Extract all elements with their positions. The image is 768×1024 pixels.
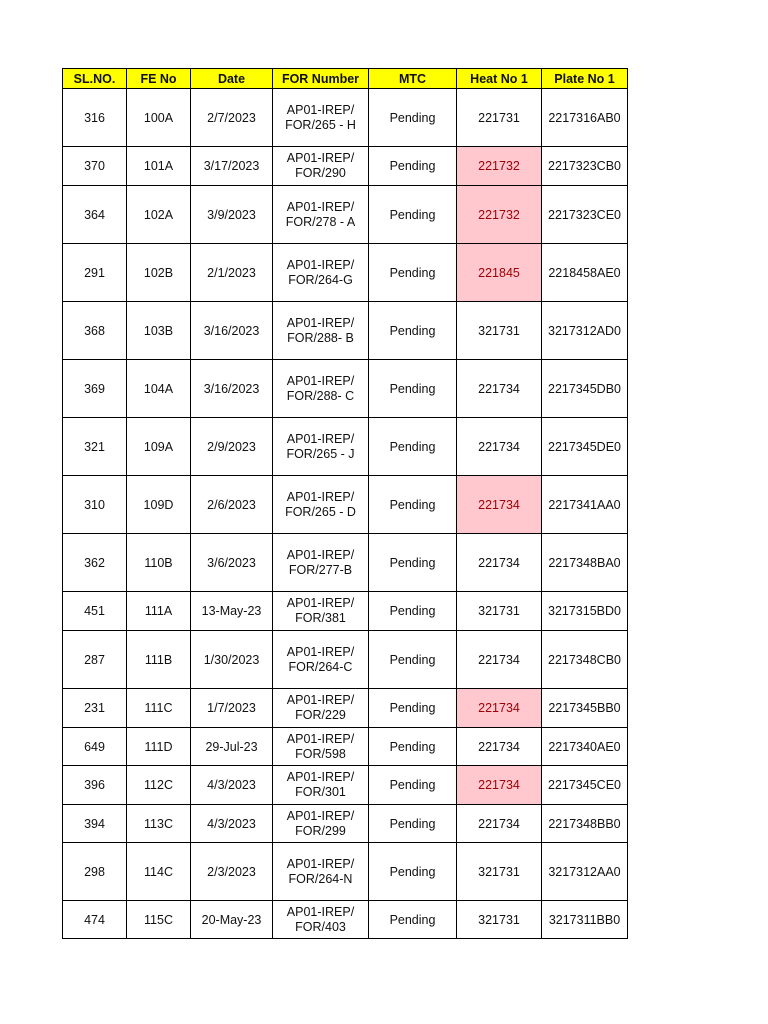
for-number-line-2: FOR/265 - J: [286, 446, 355, 461]
data-table: [62, 68, 628, 939]
header-sl-no[interactable]: SL.NO.: [63, 69, 127, 89]
fe-no-cell[interactable]: 112C: [127, 766, 191, 805]
table-row: [63, 728, 628, 766]
for-number-line-2: FOR/301: [295, 785, 346, 799]
for-number-line-1: AP01-IREP/: [286, 693, 355, 707]
mtc-cell[interactable]: Pending: [369, 592, 457, 631]
date-cell[interactable]: 3/6/2023: [191, 534, 273, 592]
table-row: [63, 592, 628, 631]
for-number-line-1: AP01-IREP/: [286, 315, 355, 330]
date-cell[interactable]: 13-May-23: [191, 592, 273, 631]
sl-no-cell[interactable]: 362: [63, 534, 127, 592]
sl-no-cell[interactable]: 287: [63, 631, 127, 689]
header-mtc[interactable]: MTC: [369, 69, 457, 89]
for-number-line-2: FOR/288- B: [287, 330, 354, 345]
sl-no-cell[interactable]: 370: [63, 147, 127, 186]
mtc-cell[interactable]: Pending: [369, 89, 457, 147]
for-number-cell[interactable]: [273, 244, 369, 302]
heat-no-cell[interactable]: 321731: [457, 843, 542, 901]
mtc-cell[interactable]: Pending: [369, 689, 457, 728]
sl-no-cell[interactable]: 291: [63, 244, 127, 302]
for-number-cell[interactable]: [273, 631, 369, 689]
sl-no-cell[interactable]: 368: [63, 302, 127, 360]
header-plate-no[interactable]: Plate No 1: [542, 69, 628, 89]
plate-no-cell[interactable]: 3217312AD0: [542, 302, 628, 360]
for-number-line-1: AP01-IREP/: [286, 547, 355, 562]
heat-no-cell[interactable]: 221732: [457, 147, 542, 186]
heat-no-cell[interactable]: 221734: [457, 689, 542, 728]
date-cell[interactable]: 29-Jul-23: [191, 728, 273, 766]
fe-no-cell[interactable]: 101A: [127, 147, 191, 186]
date-cell[interactable]: 3/16/2023: [191, 360, 273, 418]
sl-no-cell[interactable]: 369: [63, 360, 127, 418]
plate-no-cell[interactable]: 2217323CB0: [542, 147, 628, 186]
fe-no-cell[interactable]: 113C: [127, 805, 191, 843]
table-row: [63, 766, 628, 805]
for-number-line-1: AP01-IREP/: [286, 731, 355, 746]
date-cell[interactable]: 1/7/2023: [191, 689, 273, 728]
heat-no-cell[interactable]: 221734: [457, 476, 542, 534]
plate-no-cell[interactable]: 2217316AB0: [542, 89, 628, 147]
table-row: [63, 805, 628, 843]
table-row: [63, 418, 628, 476]
for-number-cell[interactable]: [273, 302, 369, 360]
table-row: [63, 244, 628, 302]
mtc-cell[interactable]: Pending: [369, 631, 457, 689]
for-number-line-2: FOR/264-G: [288, 272, 353, 287]
date-cell[interactable]: 1/30/2023: [191, 631, 273, 689]
heat-no-cell[interactable]: 221845: [457, 244, 542, 302]
plate-no-cell[interactable]: 2217348CB0: [542, 631, 628, 689]
for-number-line-2: FOR/598: [295, 746, 346, 761]
plate-no-cell[interactable]: 2217348BA0: [542, 534, 628, 592]
plate-no-cell[interactable]: 2217340AE0: [542, 728, 628, 766]
sl-no-cell[interactable]: 321: [63, 418, 127, 476]
for-number-cell[interactable]: [273, 186, 369, 244]
fe-no-cell[interactable]: 102A: [127, 186, 191, 244]
for-number-line-2: FOR/265 - D: [285, 504, 356, 519]
heat-no-cell[interactable]: 321731: [457, 901, 542, 939]
for-number-line-2: FOR/299: [295, 823, 346, 838]
header-row: [63, 69, 628, 89]
for-number-line-1: AP01-IREP/: [286, 808, 355, 823]
for-number-line-1: AP01-IREP/: [286, 199, 355, 214]
mtc-cell[interactable]: Pending: [369, 805, 457, 843]
table-row: [63, 360, 628, 418]
mtc-cell[interactable]: Pending: [369, 728, 457, 766]
for-number-line-2: FOR/290: [295, 166, 346, 180]
for-number-line-2: FOR/278 - A: [285, 214, 356, 229]
plate-no-cell[interactable]: 2217348BB0: [542, 805, 628, 843]
date-cell[interactable]: 2/3/2023: [191, 843, 273, 901]
fe-no-cell[interactable]: 104A: [127, 360, 191, 418]
table-row: [63, 689, 628, 728]
mtc-cell[interactable]: Pending: [369, 186, 457, 244]
heat-no-cell[interactable]: 221734: [457, 418, 542, 476]
for-number-line-1: AP01-IREP/: [286, 596, 355, 610]
for-number-line-2: FOR/229: [295, 708, 346, 722]
sl-no-cell[interactable]: 310: [63, 476, 127, 534]
for-number-line-1: AP01-IREP/: [286, 856, 355, 871]
mtc-cell[interactable]: Pending: [369, 302, 457, 360]
heat-no-cell[interactable]: 321731: [457, 592, 542, 631]
plate-no-cell[interactable]: 2217341AA0: [542, 476, 628, 534]
sl-no-cell[interactable]: 649: [63, 728, 127, 766]
for-number-line-1: AP01-IREP/: [286, 431, 355, 446]
for-number-cell[interactable]: [273, 901, 369, 939]
plate-no-cell[interactable]: 2217345DE0: [542, 418, 628, 476]
heat-no-cell[interactable]: 221734: [457, 766, 542, 805]
for-number-cell[interactable]: [273, 805, 369, 843]
fe-no-cell[interactable]: 111C: [127, 689, 191, 728]
table-row: [63, 534, 628, 592]
heat-no-cell[interactable]: 221734: [457, 360, 542, 418]
mtc-cell[interactable]: Pending: [369, 244, 457, 302]
for-number-cell[interactable]: [273, 89, 369, 147]
heat-no-cell[interactable]: 221734: [457, 534, 542, 592]
mtc-cell[interactable]: Pending: [369, 843, 457, 901]
sl-no-cell[interactable]: 474: [63, 901, 127, 939]
for-number-line-1: AP01-IREP/: [286, 102, 355, 117]
plate-no-cell[interactable]: 3217312AA0: [542, 843, 628, 901]
table-row: [63, 843, 628, 901]
fe-no-cell[interactable]: 109A: [127, 418, 191, 476]
heat-no-cell[interactable]: 221731: [457, 89, 542, 147]
for-number-line-2: FOR/264-N: [288, 871, 353, 886]
for-number-cell[interactable]: [273, 418, 369, 476]
mtc-cell[interactable]: Pending: [369, 534, 457, 592]
for-number-line-1: AP01-IREP/: [286, 489, 355, 504]
for-number-line-1: AP01-IREP/: [286, 151, 355, 165]
sl-no-cell[interactable]: 298: [63, 843, 127, 901]
mtc-cell[interactable]: Pending: [369, 476, 457, 534]
mtc-cell[interactable]: Pending: [369, 147, 457, 186]
table-row: [63, 147, 628, 186]
plate-no-cell[interactable]: 2217345DB0: [542, 360, 628, 418]
fe-no-cell[interactable]: 111D: [127, 728, 191, 766]
fe-no-cell[interactable]: 103B: [127, 302, 191, 360]
header-for-number[interactable]: FOR Number: [273, 69, 369, 89]
date-cell[interactable]: 4/3/2023: [191, 805, 273, 843]
heat-no-cell[interactable]: 221732: [457, 186, 542, 244]
table-row: [63, 476, 628, 534]
sl-no-cell[interactable]: 396: [63, 766, 127, 805]
fe-no-cell[interactable]: 100A: [127, 89, 191, 147]
header-heat-no[interactable]: Heat No 1: [457, 69, 542, 89]
date-cell[interactable]: 2/7/2023: [191, 89, 273, 147]
sl-no-cell[interactable]: 231: [63, 689, 127, 728]
for-number-line-2: FOR/403: [295, 919, 346, 934]
table-body: [63, 89, 628, 939]
fe-no-cell[interactable]: 111B: [127, 631, 191, 689]
for-number-cell[interactable]: [273, 476, 369, 534]
table-row: [63, 186, 628, 244]
fe-no-cell[interactable]: 110B: [127, 534, 191, 592]
for-number-cell[interactable]: [273, 360, 369, 418]
date-cell[interactable]: 20-May-23: [191, 901, 273, 939]
for-number-line-1: AP01-IREP/: [286, 257, 355, 272]
fe-no-cell[interactable]: 114C: [127, 843, 191, 901]
heat-no-cell[interactable]: 321731: [457, 302, 542, 360]
header-fe-no[interactable]: FE No: [127, 69, 191, 89]
for-number-cell[interactable]: [273, 728, 369, 766]
fe-no-cell[interactable]: 109D: [127, 476, 191, 534]
heat-no-cell[interactable]: 221734: [457, 805, 542, 843]
mtc-cell[interactable]: Pending: [369, 360, 457, 418]
date-cell[interactable]: 3/17/2023: [191, 147, 273, 186]
date-cell[interactable]: 2/6/2023: [191, 476, 273, 534]
for-number-line-1: AP01-IREP/: [286, 770, 355, 784]
plate-no-cell[interactable]: 2218458AE0: [542, 244, 628, 302]
fe-no-cell[interactable]: 102B: [127, 244, 191, 302]
sl-no-cell[interactable]: 364: [63, 186, 127, 244]
for-number-line-2: FOR/265 - H: [285, 117, 356, 132]
for-number-cell[interactable]: [273, 689, 369, 728]
plate-no-cell[interactable]: 3217315BD0: [542, 592, 628, 631]
for-number-cell[interactable]: [273, 766, 369, 805]
plate-no-cell[interactable]: 3217311BB0: [542, 901, 628, 939]
date-cell[interactable]: 3/9/2023: [191, 186, 273, 244]
date-cell[interactable]: 3/16/2023: [191, 302, 273, 360]
sl-no-cell[interactable]: 451: [63, 592, 127, 631]
for-number-line-2: FOR/264-C: [288, 659, 353, 674]
plate-no-cell[interactable]: 2217323CE0: [542, 186, 628, 244]
heat-no-cell[interactable]: 221734: [457, 631, 542, 689]
for-number-cell[interactable]: [273, 592, 369, 631]
table-row: [63, 89, 628, 147]
for-number-line-1: AP01-IREP/: [286, 904, 355, 919]
fe-no-cell[interactable]: 111A: [127, 592, 191, 631]
for-number-cell[interactable]: [273, 843, 369, 901]
for-number-cell[interactable]: [273, 147, 369, 186]
table-row: [63, 901, 628, 939]
date-cell[interactable]: 2/1/2023: [191, 244, 273, 302]
mtc-cell[interactable]: Pending: [369, 418, 457, 476]
for-number-cell[interactable]: [273, 534, 369, 592]
for-number-line-1: AP01-IREP/: [286, 373, 355, 388]
date-cell[interactable]: 2/9/2023: [191, 418, 273, 476]
mtc-cell[interactable]: Pending: [369, 766, 457, 805]
for-number-line-2: FOR/277-B: [288, 562, 353, 577]
for-number-line-1: AP01-IREP/: [286, 644, 355, 659]
plate-no-cell[interactable]: 2217345CE0: [542, 766, 628, 805]
date-cell[interactable]: 4/3/2023: [191, 766, 273, 805]
mtc-cell[interactable]: Pending: [369, 901, 457, 939]
for-number-line-2: FOR/381: [295, 611, 346, 625]
table-row: [63, 302, 628, 360]
header-date[interactable]: Date: [191, 69, 273, 89]
for-number-line-2: FOR/288- C: [286, 388, 355, 403]
table-row: [63, 631, 628, 689]
sl-no-cell[interactable]: 316: [63, 89, 127, 147]
plate-no-cell[interactable]: 2217345BB0: [542, 689, 628, 728]
heat-no-cell[interactable]: 221734: [457, 728, 542, 766]
fe-no-cell[interactable]: 115C: [127, 901, 191, 939]
sl-no-cell[interactable]: 394: [63, 805, 127, 843]
